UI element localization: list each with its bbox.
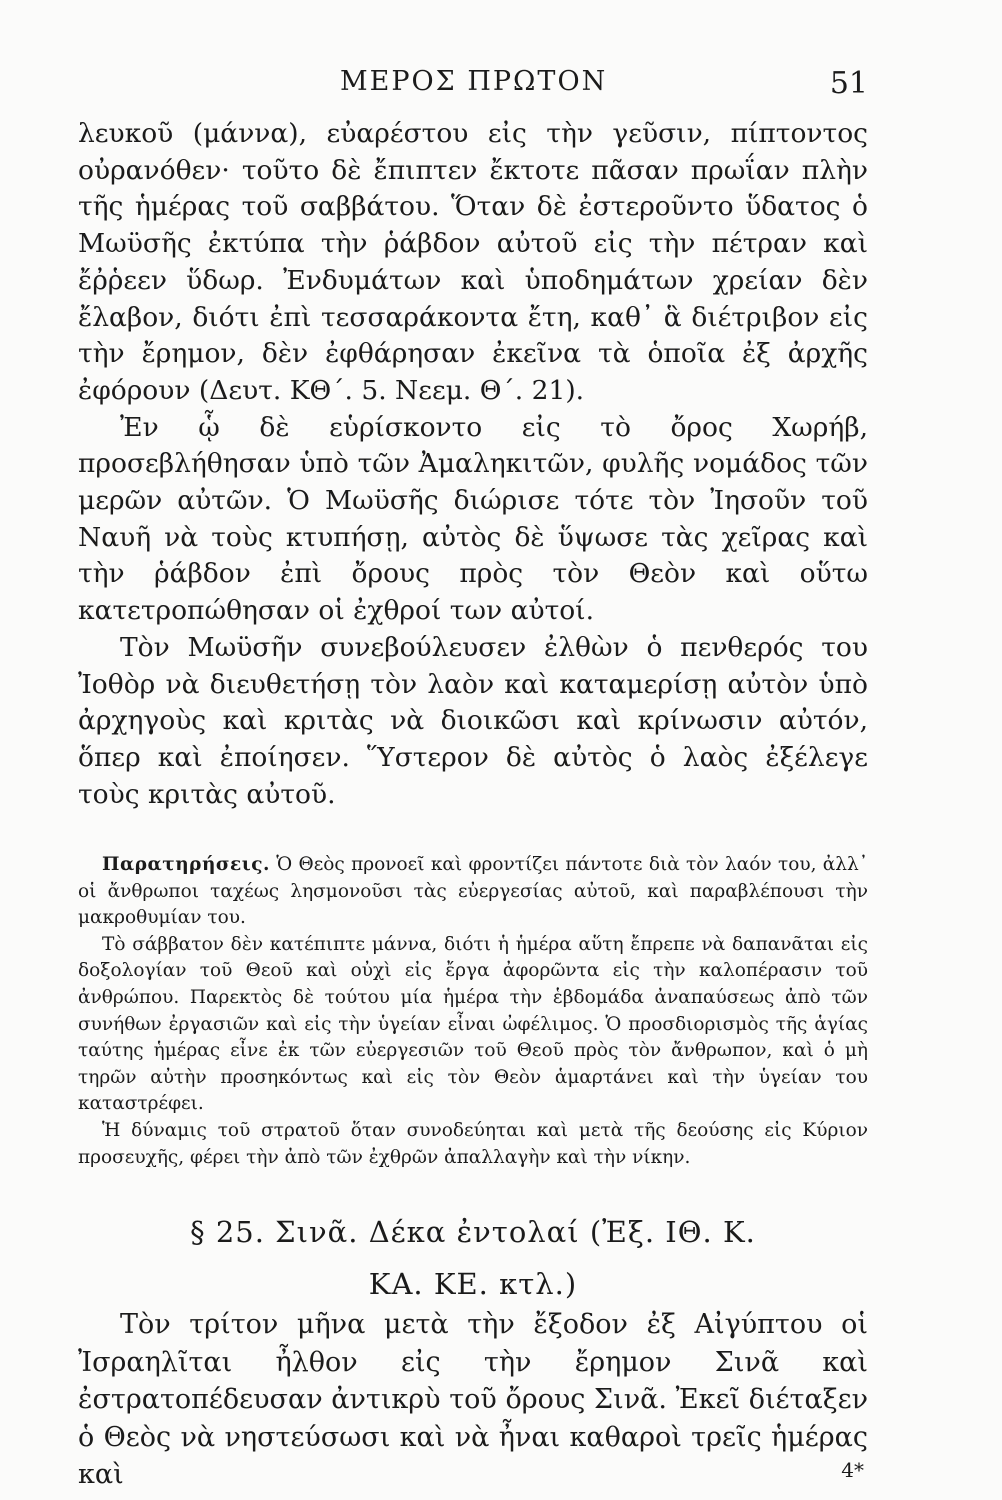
paragraph: Ἐν ᾧ δὲ εὑρίσκοντο εἰς τὸ ὄρος Χωρήβ, προσεβλήθησαν ὑπὸ τῶν Ἀμαληκιτῶν, φυλῆς νομάδος τῶν μερῶν αὐτῶν. Ὁ Μωϋσῆς διώρισε τότε τὸν Ἰησοῦν τοῦ Ναυῆ νὰ τοὺς κτυπήσῃ, αὐτὸς δὲ ὕψωσε τὰς χεῖρας καὶ τὴν ῥάβδον ἐπὶ ὄρους πρὸς τὸν Θεὸν καὶ οὕτω κατετροπώθησαν οἱ ἐχθροί των αὐτοί.: [78, 411, 868, 627]
note-paragraph: Ἡ δύναμις τοῦ στρατοῦ ὅταν συνοδεύηται καὶ μετὰ τῆς δεούσης εἰς Κύριον προσευχῆς, φέρει τὴν ἀπὸ τῶν ἐχθρῶν ἀπαλλαγὴν καὶ τὴν νίκην.: [78, 1119, 868, 1168]
paragraph: λευκοῦ (μάννα), εὐαρέστου εἰς τὴν γεῦσιν, πίπτοντος οὐρανόθεν· τοῦτο δὲ ἔπιπτεν ἔκτοτε πᾶσαν πρωΐαν πλὴν τῆς ἡμέρας τοῦ σαββάτου. Ὅταν δὲ ἐστεροῦντο ὕδατος ὁ Μωϋσῆς ἐκτύπα τὴν ῥάβδον αὐτοῦ εἰς τὴν πέτραν καὶ ἔῤῥεεν ὕδωρ. Ἐνδυμάτων καὶ ὑποδημάτων χρείαν δὲν ἔλαβον, διότι ἐπὶ τεσσαράκοντα ἔτη, καθ᾽ ἃ διέτριβον εἰς τὴν ἔρημον, δὲν ἐφθάρησαν ἐκεῖνα τὰ ὁποῖα ἐξ ἀρχῆς ἐφόρουν (Δευτ. ΚΘ΄. 5. Νεεμ. Θ΄. 21).: [78, 118, 868, 406]
section-heading-line: § 25. Σινᾶ. Δέκα ἐντολαί (Ἐξ. ΙΘ. Κ.: [190, 1215, 756, 1249]
notes-label: Παρατηρήσεις.: [102, 854, 270, 875]
note-paragraph: [78, 852, 868, 932]
page-number: 51: [829, 66, 868, 101]
running-head: ΜΕΡΟΣ ΠΡΩΤΟΝ: [340, 66, 608, 97]
paragraph: Τὸν Μωϋσῆν συνεβούλευσεν ἐλθὼν ὁ πενθερός του Ἰοθὸρ νὰ διευθετήσῃ τὸν λαὸν καὶ καταμερίσῃ αὐτὸν ὑπὸ ἀρχηγοὺς καὶ κριτὰς νὰ διοικῶσι καὶ κρίνωσιν αὐτόν, ὅπερ καὶ ἐποίησεν. Ὕστερον δὲ αὐτὸς ὁ λαὸς ἐξέλεγε τοὺς κριτὰς αὐτοῦ.: [78, 631, 868, 810]
section-heading-line: ΚΑ. ΚΕ. κτλ.): [368, 1267, 578, 1301]
signature-mark: 4*: [841, 1458, 864, 1482]
paragraph: Τὸν τρίτον μῆνα μετὰ τὴν ἔξοδον ἐξ Αἰγύπτου οἱ Ἰσραηλῖται ἦλθον εἰς τὴν ἔρημον Σινᾶ καὶ ἐστρατοπέδευσαν ἀντικρὺ τοῦ ὄρους Σινᾶ. Ἐκεῖ διέταξεν ὁ Θεὸς νὰ νηστεύσωσι καὶ νὰ ἦναι καθαροὶ τρεῖς ἡμέρας καὶ: [78, 1309, 868, 1490]
main-text: [78, 116, 868, 813]
note-text: Ὁ Θεὸς προνοεῖ καὶ φροντίζει πάντοτε διὰ τὸν λαόν του, ἀλλ᾽ οἱ ἄνθρωποι ταχέως λησμονοῦσι τὰς εὐεργεσίας αὐτοῦ, καὶ παραβλέπουσι τὴν μακροθυμίαν του.: [78, 854, 868, 929]
note-paragraph: Τὸ σάββατον δὲν κατέπιπτε μάννα, διότι ἡ ἡμέρα αὕτη ἔπρεπε νὰ δαπανᾶται εἰς δοξολογίαν τοῦ Θεοῦ καὶ οὐχὶ εἰς ἔργα ἀφορῶντα εἰς τὴν καλοπέρασιν τοῦ ἀνθρώπου. Παρεκτὸς δὲ τούτου μία ἡμέρα τὴν ἑβδομάδα ἀναπαύσεως ἀπὸ τῶν συνήθων ἐργασιῶν καὶ εἰς τὴν ὑγείαν εἶναι ὠφέλιμος. Ὁ προσδιορισμὸς τῆς ἁγίας ταύτης ἡμέρας εἶνε ἐκ τῶν εὐεργεσιῶν τοῦ Θεοῦ πρὸς τὸν ἄνθρωπον, καὶ ὁ μὴ τηρῶν αὐτὴν προσηκόντως καὶ εἰς τὸν Θεὸν ἁμαρτάνει καὶ τὴν ὑγείαν του καταστρέφει.: [78, 933, 868, 1115]
observations-notes: [78, 852, 868, 1171]
section-heading: [78, 1206, 868, 1310]
section-text: [78, 1306, 868, 1494]
page-header: [78, 66, 868, 110]
